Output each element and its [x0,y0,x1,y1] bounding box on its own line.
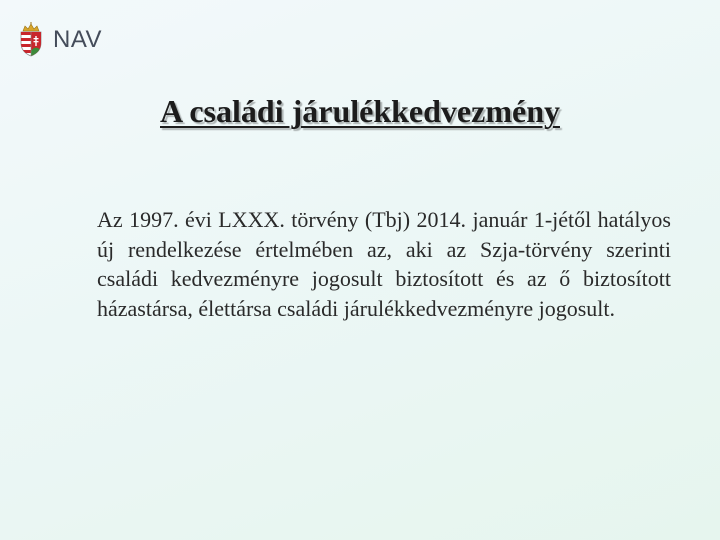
logo-text: NAV [53,26,103,53]
slide-body-text: Az 1997. évi LXXX. törvény (Tbj) 2014. január 1-jétől hatályos új rendelkezése értelmében az, aki az Szja-törvény szerinti családi kedvezményre jogosult biztosított és az ő biztosított házastársa, élettársa családi járulékkedvezményre jogosult. [97,207,671,321]
slide-title: A családi járulékkedvezmény [160,93,560,129]
hungarian-coat-of-arms-icon [18,22,44,58]
nav-logo [18,22,102,58]
